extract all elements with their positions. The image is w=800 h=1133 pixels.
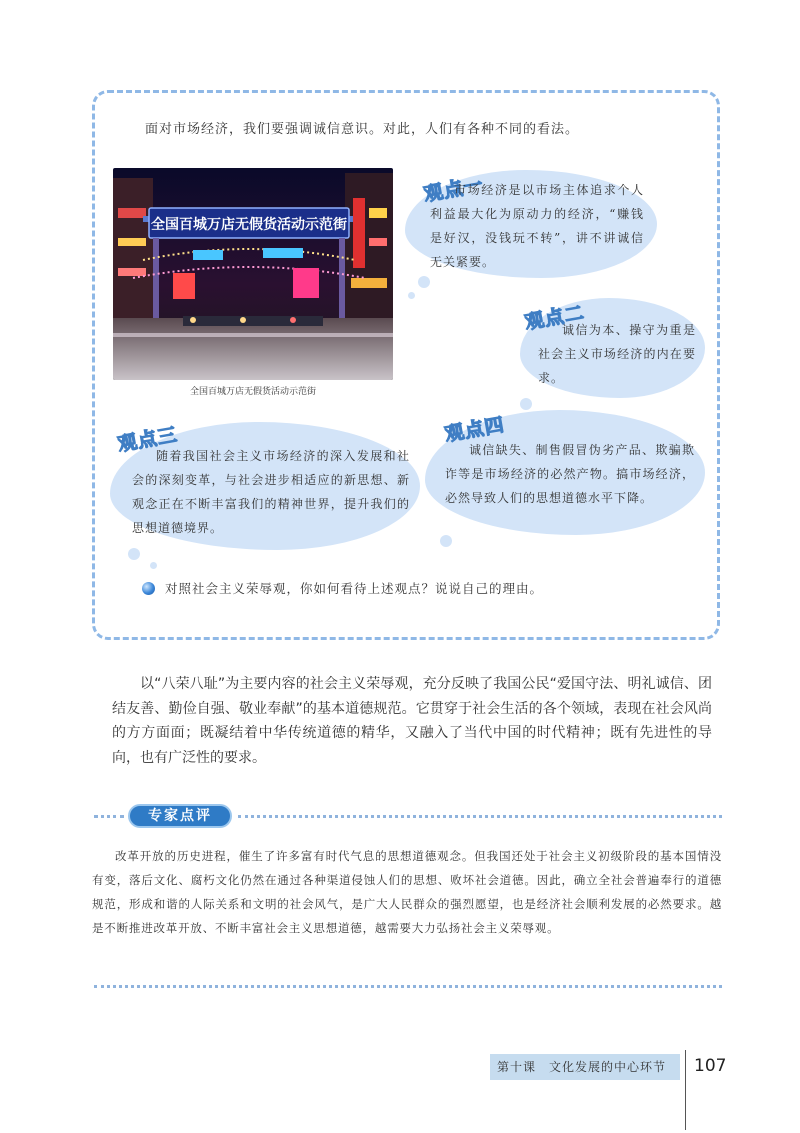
viewpoint-3-tail-small (150, 562, 157, 569)
street-night-scene (113, 168, 393, 380)
viewpoint-1-title: 观点一 (422, 173, 486, 206)
globe-bullet-icon (142, 582, 155, 595)
viewpoint-2-title: 观点二 (523, 301, 587, 334)
main-paragraph: 以“八荣八耻”为主要内容的社会主义荣辱观，充分反映了我国公民“爱国守法、明礼诚信、团结友善、勤俭自强、敬业奉献”的基本道德规范。它贯穿于社会生活的各个领域，表现在社会风尚的方方面面；既凝结着中华传统道德的精华，又融入了当代中国的时代精神；既有先进性的导向，也有广泛性的要求。 (112, 676, 712, 766)
question-text: 对照社会主义荣辱观，你如何看待上述观点？说说自己的理由。 (165, 581, 544, 596)
activity-intro: 面对市场经济，我们要强调诚信意识。对此，人们有各种不同的看法。 (145, 122, 580, 137)
expert-top-dots-left (94, 815, 124, 818)
viewpoint-3-tail (128, 548, 140, 560)
page-number: 107 (694, 1056, 727, 1076)
viewpoint-4-text: 诚信缺失、制售假冒伪劣产品、欺骗欺诈等是市场经济的必然产物。搞市场经济，必然导致人们的思想道德水平下降。 (445, 443, 695, 505)
photo-caption: 全国百城万店无假货活动示范街 (189, 387, 316, 397)
viewpoint-4-title: 观点四 (443, 413, 507, 446)
viewpoint-1-text: 市场经济是以市场主体追求个人利益最大化为原动力的经济，“赚钱是好汉，没钱玩不转”，讲不讲诚信无关紧要。 (430, 183, 644, 269)
viewpoint-2-tail (520, 398, 532, 410)
footer-rule (685, 1050, 686, 1130)
viewpoint-3-title: 观点三 (116, 423, 180, 456)
viewpoint-1-tail-small (408, 292, 415, 299)
viewpoint-3-text: 随着我国社会主义市场经济的深入发展和社会的深刻变革，与社会进步相适应的新思想、新观念正在不断丰富我们的精神世界，提升我们的思想道德境界。 (132, 449, 410, 535)
viewpoint-2-text: 诚信为本、操守为重是社会主义市场经济的内在要求。 (538, 323, 696, 385)
street-photo (113, 168, 393, 380)
expert-comment-label: 专家点评 (128, 804, 232, 828)
street-sign-text: 全国百城万店无假货活动示范街 (151, 217, 347, 233)
viewpoint-4-tail (440, 535, 452, 547)
footer-chapter-title: 第十课 文化发展的中心环节 (497, 1060, 667, 1074)
discussion-question (142, 579, 543, 597)
expert-top-dots-right (238, 815, 722, 818)
expert-comment-text: 改革开放的历史进程，催生了许多富有时代气息的思想道德观念。但我国还处于社会主义初级阶段的基本国情没有变，落后文化、腐朽文化仍然在通过各种渠道侵蚀人们的思想、败坏社会道德。因此，确立全社会普遍奉行的道德规范，形成和谐的人际关系和文明的社会风气，是广大人民群众的强烈愿望，也是经济社会顺利发展的必然要求。越是不断推进改革开放、不断丰富社会主义思想道德，越需要大力弘扬社会主义荣辱观。 (92, 849, 722, 935)
viewpoint-1-tail (418, 276, 430, 288)
expert-bottom-dots (94, 985, 722, 988)
